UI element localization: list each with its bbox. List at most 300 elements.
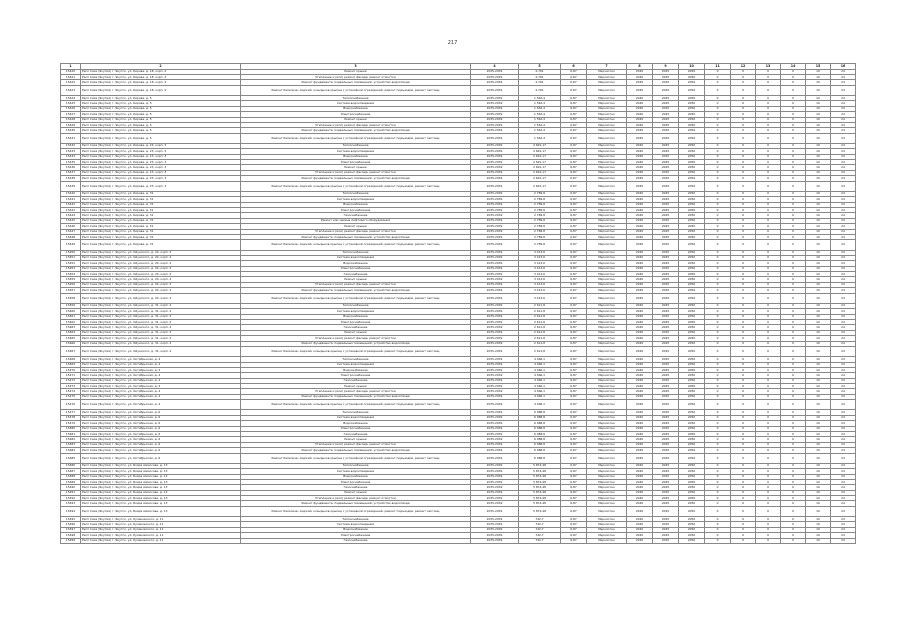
table-cell: 15478 [61,415,81,420]
table-cell: 0 [705,160,731,165]
table-cell: 2040 [627,432,653,437]
table-cell: 0 [781,170,806,175]
table-cell: 2040 [627,191,653,196]
table-cell: 10 [806,309,831,314]
table-cell: 5 874,48 [519,506,561,516]
table-cell: 0 [731,266,756,271]
table-cell: 10 [806,367,831,372]
table-cell: Мерзлотно [587,362,627,367]
table-cell: 15462 [61,319,81,324]
table-cell: 2035-2039 [471,522,519,527]
table-cell: 0 [705,432,731,437]
table-cell: 6,87 [561,336,587,341]
table-cell: 5 874,48 [519,474,561,479]
table-cell: 0 [756,330,781,335]
table-cell: 2 691,17 [519,143,561,148]
table-cell: 4 466,1 [519,357,561,362]
table-cell: 10 [806,202,831,207]
table-cell: 6,87 [561,506,587,516]
table-cell: 0 [781,469,806,474]
table-cell: 2040 [627,149,653,154]
table-cell: 2035-2039 [471,149,519,154]
table-cell: Мерзлотно [587,442,627,447]
table-cell: 6,87 [561,474,587,479]
table-cell: 6,87 [561,106,587,111]
table-cell: Мерзлотно [587,80,627,85]
table-cell: 2040 [627,101,653,106]
table-cell: 2035-2039 [471,69,519,74]
table-cell: Респ Саха (Якутия) г. Якутск, ул. Кирова, д. 31 [81,213,241,218]
table-cell: 0 [705,229,731,234]
table-cell: 2050 [679,314,705,319]
table-cell: 6,87 [561,266,587,271]
table-cell: 15470 [61,367,81,372]
table-cell: 24 [831,314,856,319]
table-cell: 2045 [653,160,679,165]
table-cell: 2050 [679,336,705,341]
table-cell: 10 [806,522,831,527]
table-cell: 2050 [679,218,705,223]
table-cell: Респ Саха (Якутия) г. Якутск, ул. Ойунского, д. 31, корп. 2 [81,303,241,308]
table-cell: 0 [731,191,756,196]
table-cell: 2050 [679,309,705,314]
table-cell: 2035-2039 [471,202,519,207]
table-cell: 2040 [627,207,653,212]
table-cell: 24 [831,165,856,170]
table-cell: Мерзлотно [587,448,627,453]
column-header: 7 [587,64,627,70]
table-cell: 2035-2039 [471,117,519,122]
table-cell: 10 [806,218,831,223]
table-cell: Ремонт фундамента, подвальных помещений, устройство водоотвода [241,341,471,346]
table-cell: Теплоснабжение [241,250,471,255]
table-cell: 15444 [61,213,81,218]
table-cell: 5 874,48 [519,463,561,468]
table-cell: 2035-2039 [471,410,519,415]
table-cell: Респ Саха (Якутия) г. Якутск, ул. Кирова, д. 18, корп. 2 [81,80,241,85]
table-cell: 2050 [679,170,705,175]
table-cell: 0 [781,533,806,538]
table-cell: 2040 [627,69,653,74]
table-cell: Респ Саха (Якутия) г. Якутск, ул. Октябрьская, д. 4 [81,400,241,410]
table-cell: 2045 [653,154,679,159]
table-cell: Мерзлотно [587,314,627,319]
table-cell: 2045 [653,74,679,79]
table-cell: 6,87 [561,415,587,420]
table-cell: 10 [806,479,831,484]
table-cell: 24 [831,421,856,426]
table-cell: 24 [831,319,856,324]
table-cell: 6,87 [561,85,587,95]
table-cell: 0 [756,170,781,175]
table-cell: 0 [756,336,781,341]
capital-repair-table [60,63,856,544]
table-cell: 6,87 [561,69,587,74]
table-cell: 0 [781,165,806,170]
table-cell: 0 [781,303,806,308]
table-cell: 2045 [653,112,679,117]
table-cell: Газоснабжение [241,325,471,330]
table-cell: 0 [731,421,756,426]
table-cell: 15465 [61,336,81,341]
table-cell: 2045 [653,330,679,335]
table-cell: 2045 [653,250,679,255]
table-cell: 6,87 [561,319,587,324]
table-cell: Ремонт фундамента, подвальных помещений, устройство водоотвода [241,176,471,181]
table-cell: 10 [806,149,831,154]
table-cell: 24 [831,517,856,522]
table-cell: 0 [731,250,756,255]
table-cell: 0 [781,373,806,378]
table-cell: 0 [731,448,756,453]
table-cell: Мерзлотно [587,496,627,501]
column-header: 5 [519,64,561,70]
column-header: 16 [831,64,856,70]
table-cell: 0 [756,325,781,330]
table-cell: 0 [731,288,756,293]
table-cell: 10 [806,128,831,133]
table-cell: 15429 [61,122,81,127]
table-cell: 10 [806,463,831,468]
table-cell: Утепление и (или) ремонт фасада, ремонт отмостки [241,336,471,341]
table-cell: Утепление и (или) ремонт фасада, ремонт отмостки [241,442,471,447]
table-cell: Мерзлотно [587,197,627,202]
table-cell: Ремонт крыши [241,437,471,442]
table-cell: 15484 [61,448,81,453]
table-cell: 0 [705,453,731,463]
table-cell: 0 [705,154,731,159]
table-cell: 24 [831,448,856,453]
table-cell: 2035-2039 [471,533,519,538]
table-cell: 2050 [679,346,705,356]
table-cell: 15436 [61,165,81,170]
table-cell: 0 [705,117,731,122]
table-cell: Электроснабжение [241,533,471,538]
table-cell: Респ Саха (Якутия) г. Якутск, ул. Кирова, д. 23, корп. 3 [81,160,241,165]
table-cell: 0 [756,154,781,159]
table-cell: 0 [756,362,781,367]
table-cell: 0 [731,517,756,522]
table-cell: Водоснабжение [241,367,471,372]
table-cell: 0 [781,330,806,335]
table-cell: 0 [731,165,756,170]
table-cell: 10 [806,506,831,516]
column-header: 3 [241,64,471,70]
table-cell: Мерзлотно [587,421,627,426]
table-cell: 0 [705,367,731,372]
table-cell: 0 [756,266,781,271]
table-cell: 6,87 [561,112,587,117]
table-cell: 15420 [61,69,81,74]
table-cell: 6,87 [561,272,587,277]
table-cell: 0 [705,218,731,223]
table-cell: Ремонт балконов, лоджий, козырьков крылец с установкой ограждений, ремонт подъездов, ремонт лестниц [241,400,471,410]
table-cell: 2035-2039 [471,421,519,426]
table-cell: Мерзлотно [587,501,627,506]
table-cell: Ремонт крыши [241,69,471,74]
table-cell: Респ Саха (Якутия) г. Якутск, ул. Кирова, д. 23, корп. 3 [81,165,241,170]
table-cell: 0 [756,506,781,516]
table-cell: 2050 [679,474,705,479]
table-cell: 2040 [627,490,653,495]
table-cell: 0 [731,485,756,490]
table-cell: 2050 [679,432,705,437]
table-cell: 2050 [679,448,705,453]
table-cell: 0 [731,527,756,532]
table-cell: 2040 [627,341,653,346]
table-cell: Мерзлотно [587,319,627,324]
table-cell: 2050 [679,240,705,250]
table-cell: 2040 [627,533,653,538]
table-cell: 2035-2039 [471,229,519,234]
table-cell: 2045 [653,165,679,170]
table-cell: 0 [731,410,756,415]
table-cell: 24 [831,106,856,111]
table-cell: 0 [731,314,756,319]
table-cell: Респ Саха (Якутия) г. Якутск, ул. Ойунского, д. 31, корп. 2 [81,336,241,341]
table-cell: Респ Саха (Якутия) г. Якутск, ул. Октябрьская, д. 4 [81,373,241,378]
table-cell: Теплоснабжение [241,357,471,362]
table-cell: 0 [781,367,806,372]
table-cell: 24 [831,95,856,100]
table-cell: 0 [756,415,781,420]
table-cell: Респ Саха (Якутия) г. Якутск, ул. Кулаковского, д. 11 [81,517,241,522]
table-cell: 0 [705,240,731,250]
table-cell: 0 [781,421,806,426]
table-cell: 2045 [653,261,679,266]
table-cell: 2 789,8 [519,224,561,229]
table-cell: Респ Саха (Якутия) г. Якутск, ул. Ойунского, д. 24, корп. 2 [81,250,241,255]
table-cell: 1 562,4 [519,112,561,117]
table-cell: 0 [731,261,756,266]
table-cell: 0 [731,154,756,159]
table-cell: 2050 [679,255,705,260]
table-cell: 2035-2039 [471,272,519,277]
table-cell: 6,87 [561,229,587,234]
table-cell: 10 [806,496,831,501]
table-cell: 2040 [627,479,653,484]
table-cell: Респ Саха (Якутия) г. Якутск, ул. Кирова, д. 31 [81,229,241,234]
table-cell: 2045 [653,149,679,154]
table-cell: 10 [806,378,831,383]
table-cell: 2050 [679,293,705,303]
table-cell: 6,87 [561,357,587,362]
table-cell: 0 [731,506,756,516]
table-cell: 0 [756,117,781,122]
table-cell: Мерзлотно [587,74,627,79]
table-cell: 6,87 [561,191,587,196]
table-cell: 2040 [627,213,653,218]
table-cell: 24 [831,538,856,543]
table-cell: 0 [781,112,806,117]
table-cell: 15497 [61,527,81,532]
table-cell: 1 562,4 [519,106,561,111]
table-cell: 6,87 [561,485,587,490]
table-cell: 0 [731,533,756,538]
table-cell: 0 [705,112,731,117]
table-cell: 0 [781,207,806,212]
table-cell: 2040 [627,293,653,303]
table-cell: 6,87 [561,154,587,159]
table-cell: Водоснабжение [241,202,471,207]
table-cell: 10 [806,288,831,293]
table-cell: 0 [756,485,781,490]
table-cell: 6,87 [561,501,587,506]
table-cell: 0 [731,69,756,74]
table-cell: 0 [781,538,806,543]
table-cell: 24 [831,394,856,399]
table-cell: 2045 [653,80,679,85]
table-cell: 15454 [61,272,81,277]
table-cell: 0 [756,448,781,453]
table-cell: 2 611,8 [519,314,561,319]
table-cell: 15460 [61,309,81,314]
table-cell: 15428 [61,117,81,122]
table-cell: Ремонт крыши [241,330,471,335]
table-cell: Система водоотведения [241,101,471,106]
table-cell: 0 [731,330,756,335]
table-cell: 0 [756,112,781,117]
table-cell: 10 [806,255,831,260]
table-cell: 0 [781,191,806,196]
table-cell: 0 [731,202,756,207]
table-cell: Респ Саха (Якутия) г. Якутск, ул. Кирова, д. 5 [81,112,241,117]
table-cell: 0 [756,149,781,154]
table-cell: 3 413,6 [519,255,561,260]
table-cell: Утепление и (или) ремонт фасада, ремонт отмостки [241,496,471,501]
table-cell: Респ Саха (Якутия) г. Якутск, ул. Ойунского, д. 24, корп. 2 [81,261,241,266]
table-cell: 2050 [679,421,705,426]
table-cell: 6,87 [561,261,587,266]
table-cell: 10 [806,293,831,303]
table-cell: 6,87 [561,394,587,399]
table-cell: 15498 [61,533,81,538]
table-cell: Ремонт или замена лифтового оборудования [241,218,471,223]
table-cell: 0 [731,336,756,341]
table-cell: 0 [731,362,756,367]
table-cell: 0 [731,479,756,484]
table-cell: 2040 [627,426,653,431]
table-cell: 2050 [679,373,705,378]
table-cell: 2040 [627,170,653,175]
table-cell: 2045 [653,218,679,223]
table-cell: 6,87 [561,181,587,191]
table-cell: 10 [806,362,831,367]
table-cell: 2045 [653,229,679,234]
table-cell: 2035-2039 [471,74,519,79]
table-cell: Утепление и (или) ремонт фасада, ремонт отмостки [241,282,471,287]
table-cell: 0 [781,314,806,319]
table-cell: 24 [831,255,856,260]
table-cell: 0 [705,303,731,308]
table-cell: Мерзлотно [587,160,627,165]
table-cell: 2050 [679,250,705,255]
table-cell: 2050 [679,453,705,463]
table-cell: 6,87 [561,207,587,212]
table-cell: 15423 [61,85,81,95]
table-cell: 0 [781,261,806,266]
table-cell: 2035-2039 [471,506,519,516]
table-cell: 15463 [61,325,81,330]
table-cell: Мерзлотно [587,410,627,415]
table-cell: 2045 [653,133,679,143]
table-cell: 6,87 [561,128,587,133]
table-cell: 2035-2039 [471,314,519,319]
table-cell: 0 [781,378,806,383]
table-cell: 6,87 [561,149,587,154]
table-cell: 2050 [679,362,705,367]
table-cell: Мерзлотно [587,240,627,250]
table-cell: 2,761 [519,74,561,79]
table-cell: 3 413,6 [519,277,561,282]
table-cell: Респ Саха (Якутия) г. Якутск, ул. Ойунского, д. 24, корп. 2 [81,293,241,303]
table-cell: 6,87 [561,74,587,79]
table-cell: 0 [756,378,781,383]
table-cell: 0 [731,367,756,372]
table-cell: 10 [806,272,831,277]
table-cell: 0 [705,517,731,522]
table-cell: 0 [781,234,806,239]
table-cell: 15468 [61,357,81,362]
table-cell: Мерзлотно [587,266,627,271]
table-cell: Мерзлотно [587,373,627,378]
table-cell: 2040 [627,176,653,181]
table-cell: 24 [831,213,856,218]
table-cell: 0 [756,143,781,148]
table-cell: 0 [781,101,806,106]
table-cell: 0 [781,143,806,148]
table-cell: 24 [831,74,856,79]
table-cell: 2035-2039 [471,207,519,212]
table-cell: 2045 [653,319,679,324]
table-cell: 10 [806,207,831,212]
table-cell: Ремонт балконов, лоджий, козырьков крылец с установкой ограждений, ремонт подъездов, ремонт лестниц [241,181,471,191]
table-cell: 2045 [653,527,679,532]
table-cell: 0 [705,501,731,506]
table-cell: 0 [781,501,806,506]
table-cell: 0 [756,95,781,100]
table-cell: 0 [756,106,781,111]
table-cell: 2040 [627,240,653,250]
table-cell: 15469 [61,362,81,367]
table-cell: 2035-2039 [471,143,519,148]
table-cell: 742,7 [519,522,561,527]
table-cell: 24 [831,357,856,362]
table-cell: 10 [806,469,831,474]
table-cell: Респ Саха (Якутия) г. Якутск, ул. Ойунского, д. 31, корп. 2 [81,319,241,324]
table-cell: 24 [831,122,856,127]
table-cell: Респ Саха (Якутия) г. Якутск, ул. Кирова, д. 18, корп. 2 [81,85,241,95]
table-cell: 2040 [627,85,653,95]
table-cell: 2 611,8 [519,341,561,346]
table-cell: Ремонт фундамента, подвальных помещений, устройство водоотвода [241,501,471,506]
table-cell: 3 413,6 [519,293,561,303]
table-cell: 2050 [679,415,705,420]
table-cell: 2045 [653,170,679,175]
table-cell: Респ Саха (Якутия) г. Якутск, ул. Ойунского, д. 24, корп. 2 [81,288,241,293]
table-cell: Респ Саха (Якутия) г. Якутск, ул. Кирова, д. 5 [81,128,241,133]
table-cell: 6,87 [561,293,587,303]
table-cell: Респ Саха (Якутия) г. Якутск, ул. Кирова, д. 23, корп. 3 [81,149,241,154]
table-cell: 2035-2039 [471,378,519,383]
table-cell: 2050 [679,479,705,484]
table-cell: 2045 [653,378,679,383]
table-cell: 15483 [61,442,81,447]
table-cell: 0 [781,176,806,181]
table-cell: 742,7 [519,538,561,543]
table-cell: 6 088,8 [519,421,561,426]
table-cell: 6,87 [561,234,587,239]
